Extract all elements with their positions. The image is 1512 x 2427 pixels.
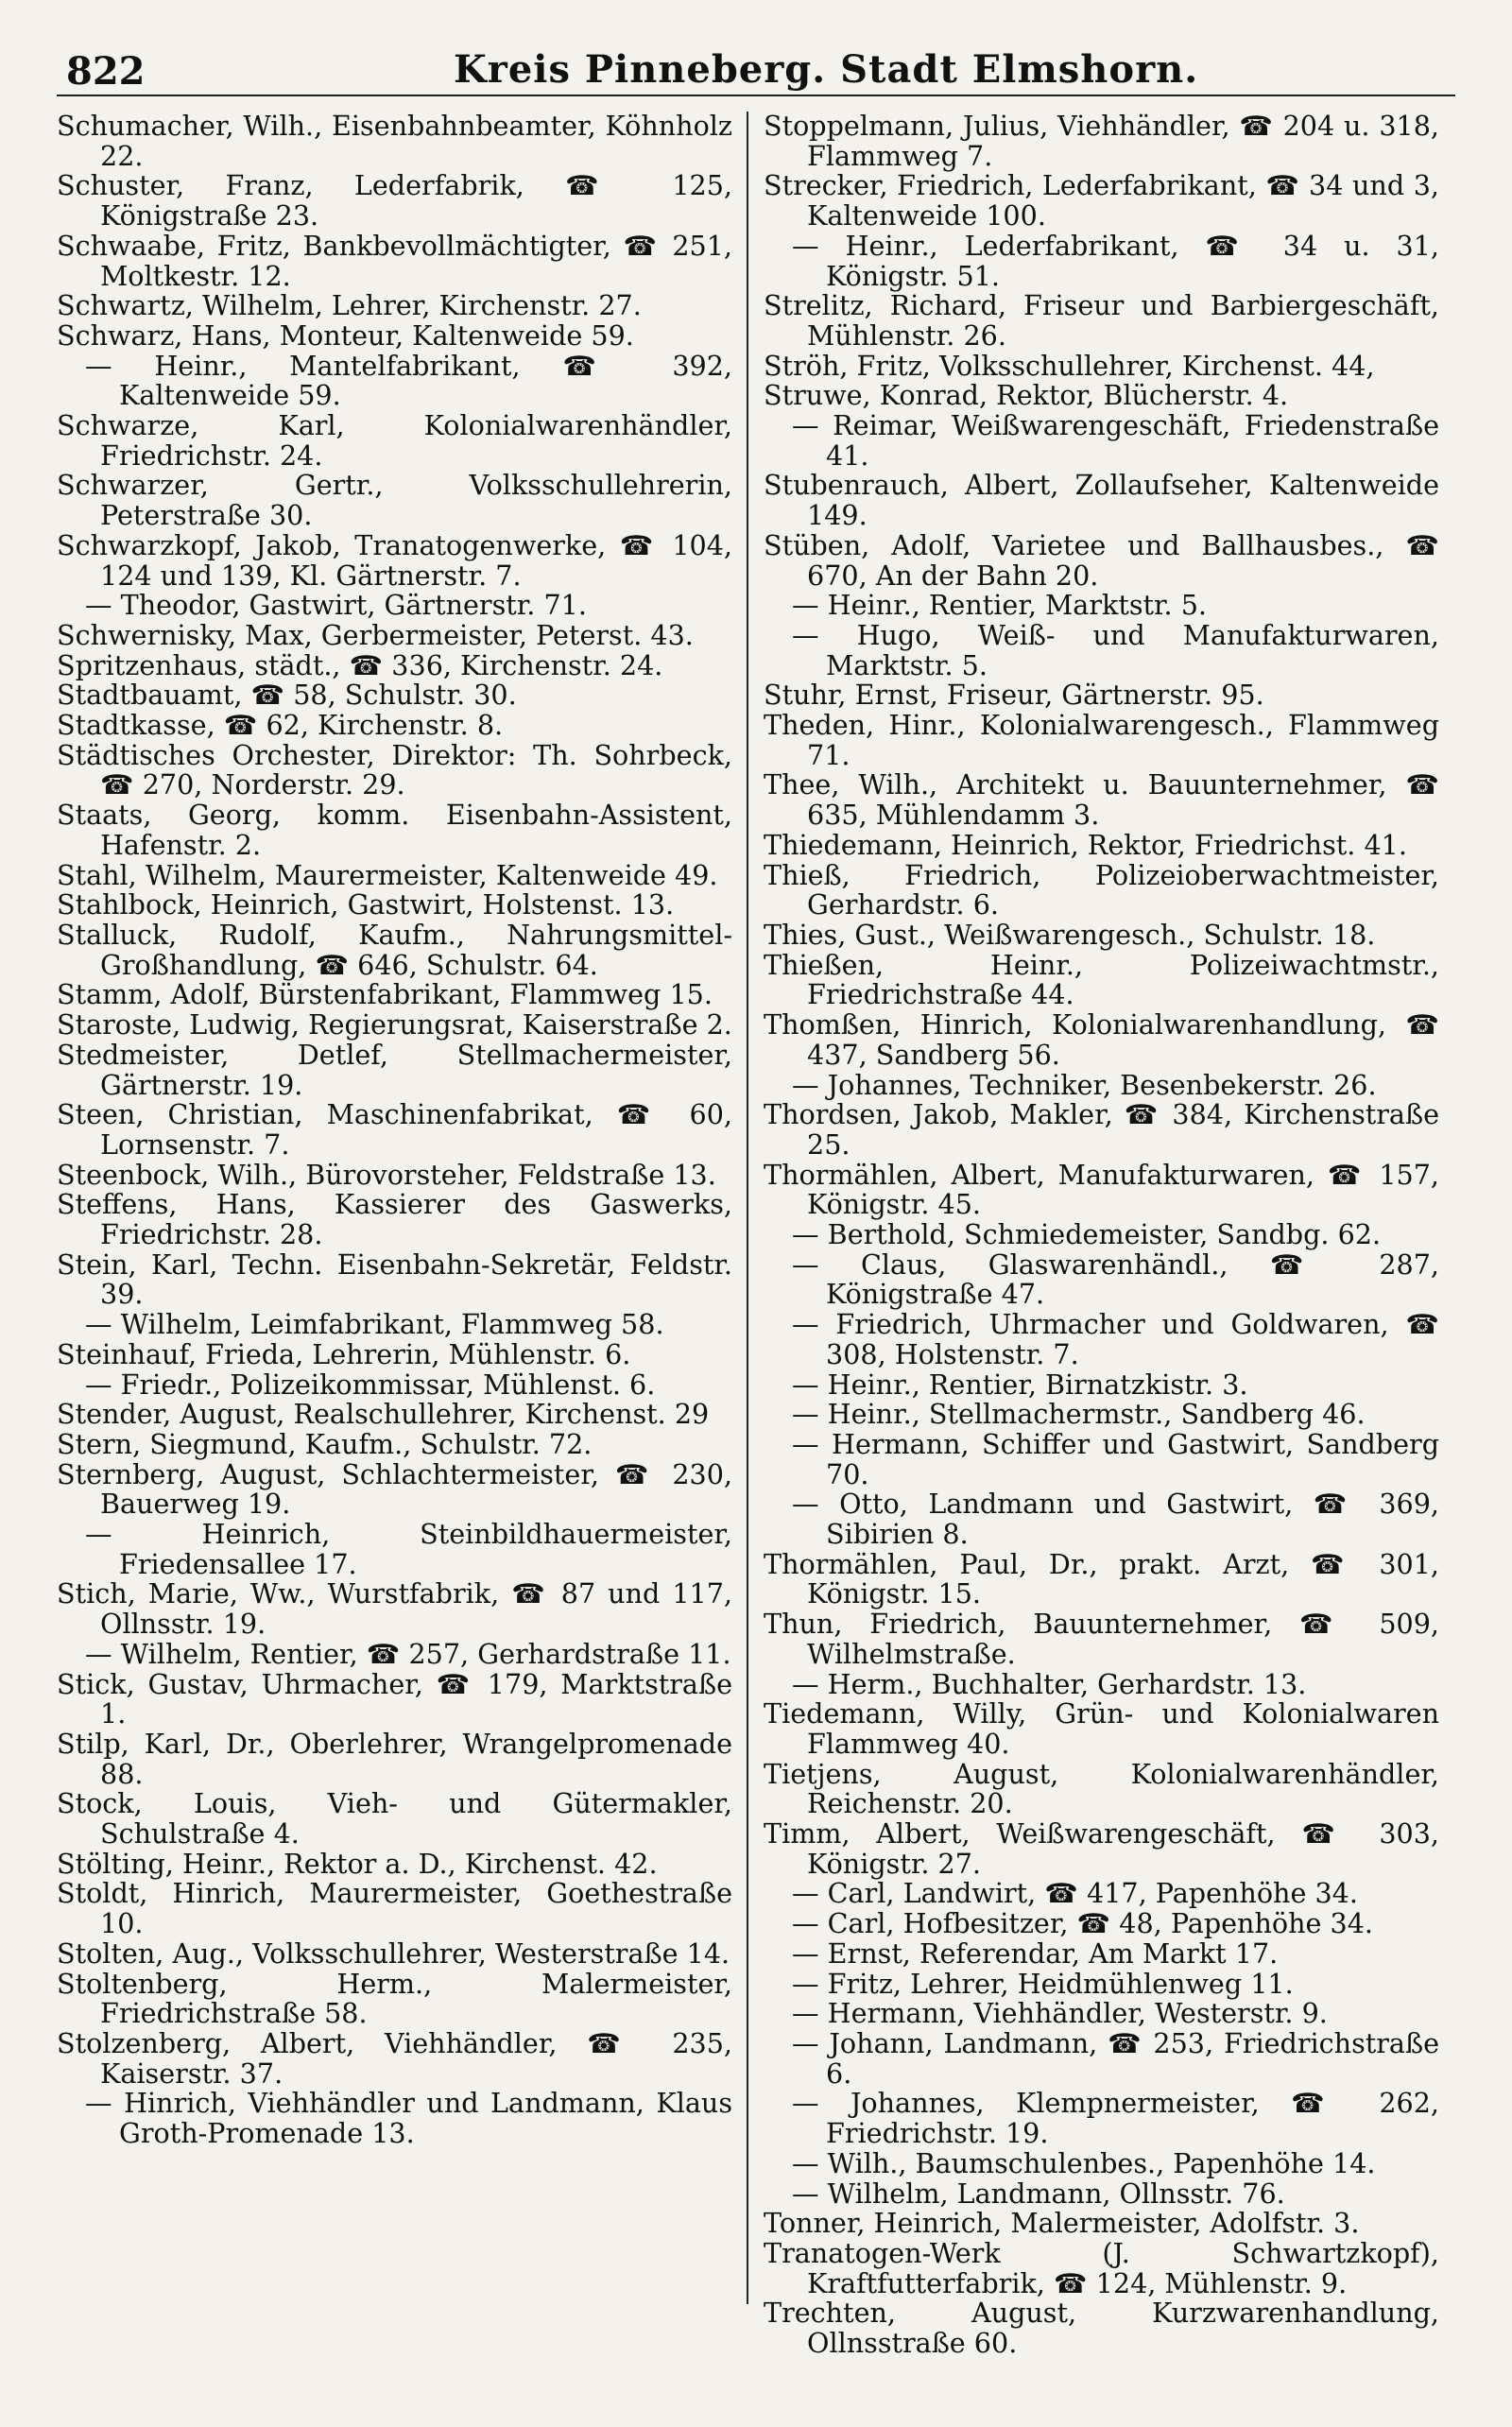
directory-entry: Stamm, Adolf, Bürstenfabrikant, Flammweg 15. bbox=[57, 978, 713, 1011]
directory-entry: Schwartz, Wilhelm, Lehrer, Kirchenstr. 27. bbox=[57, 289, 642, 322]
directory-entry: — Friedr., Polizeikommissar, Mühlenst. 6. bbox=[85, 1368, 656, 1401]
directory-entry: Stahl, Wilhelm, Maurermeister, Kaltenweide 49. bbox=[57, 858, 718, 891]
directory-entry: Thomßen, Hinrich, Kolonialwarenhandlung, ☎ 437, Sandberg 56. bbox=[764, 1008, 1439, 1071]
directory-entry: — Heinr., Rentier, Marktstr. 5. bbox=[792, 589, 1207, 622]
directory-entry: Thies, Gust., Weißwarengesch., Schulstr. 18. bbox=[764, 918, 1376, 951]
directory-entry: Tonner, Heinrich, Malermeister, Adolfstr. 3. bbox=[764, 2207, 1360, 2240]
directory-entry: — Heinr., Rentier, Birnatzkistr. 3. bbox=[792, 1368, 1248, 1401]
directory-entry: Tranatogen-Werk (J. Schwartzkopf), Kraftfutterfabrik, ☎ 124, Mühlenstr. 9. bbox=[764, 2236, 1439, 2299]
directory-entry: Sternberg, August, Schlachtermeister, ☎ 230, Bauerweg 19. bbox=[57, 1457, 732, 1521]
directory-entry: Strecker, Friedrich, Lederfabrikant, ☎ 34 und 3, Kaltenweide 100. bbox=[764, 169, 1439, 232]
directory-entry: Steenbock, Wilh., Bürovorsteher, Feldstraße 13. bbox=[57, 1158, 716, 1191]
directory-entry: Stein, Karl, Techn. Eisenbahn-Sekretär, Feldstr. 39. bbox=[57, 1248, 732, 1311]
page-header bbox=[57, 38, 1455, 96]
directory-entry: Thormählen, Paul, Dr., prakt. Arzt, ☎ 301, Königstr. 15. bbox=[764, 1547, 1439, 1610]
directory-entry: Stoppelmann, Julius, Viehhändler, ☎ 204 u. 318, Flammweg 7. bbox=[764, 110, 1439, 172]
directory-entry: — Ernst, Referendar, Am Markt 17. bbox=[792, 1936, 1279, 1970]
directory-entry: — Johannes, Techniker, Besenbekerstr. 26. bbox=[792, 1068, 1377, 1101]
directory-entry: — Theodor, Gastwirt, Gärtnerstr. 71. bbox=[85, 589, 587, 622]
directory-entry: Städtisches Orchester, Direktor: Th. Sohrbeck, ☎ 270, Norderstr. 29. bbox=[57, 738, 732, 801]
directory-entry: Spritzenhaus, städt., ☎ 336, Kirchenstr. 24. bbox=[57, 648, 663, 681]
directory-entry: Staroste, Ludwig, Regierungsrat, Kaiserstraße 2. bbox=[57, 1008, 732, 1041]
left-column bbox=[57, 112, 732, 2149]
directory-entry: Stilp, Karl, Dr., Oberlehrer, Wrangelpromenade 88. bbox=[57, 1727, 732, 1790]
directory-entry: — Herm., Buchhalter, Gerhardstr. 13. bbox=[792, 1667, 1307, 1700]
directory-entry: Stuhr, Ernst, Friseur, Gärtnerstr. 95. bbox=[764, 679, 1264, 712]
directory-entry: — Heinr., Stellmachermstr., Sandberg 46. bbox=[792, 1398, 1366, 1431]
directory-entry: Steinhauf, Frieda, Lehrerin, Mühlenstr. 6. bbox=[57, 1337, 631, 1370]
directory-entry: — Heinr., Mantelfabrikant, ☎ 392, Kaltenweide 59. bbox=[85, 349, 732, 412]
directory-entry: Schwaabe, Fritz, Bankbevollmächtigter, ☎ 251, Moltkestr. 12. bbox=[57, 229, 732, 292]
directory-entry: Stubenrauch, Albert, Zollaufseher, Kaltenweide 149. bbox=[764, 469, 1439, 532]
directory-entry: Timm, Albert, Weißwarengeschäft, ☎ 303, Königstr. 27. bbox=[764, 1817, 1439, 1880]
directory-entry: Trechten, August, Kurzwarenhandlung, Ollnsstraße 60. bbox=[764, 2297, 1439, 2360]
directory-entry: — Wilhelm, Landmann, Ollnsstr. 76. bbox=[792, 2177, 1285, 2210]
directory-entry: Thießen, Heinr., Polizeiwachtmstr., Friedrichstraße 44. bbox=[764, 948, 1439, 1011]
directory-entry: Schwarz, Hans, Monteur, Kaltenweide 59. bbox=[57, 318, 634, 352]
directory-entry: — Otto, Landmann und Gastwirt, ☎ 369, Sibirien 8. bbox=[792, 1488, 1439, 1551]
directory-entry: Steffens, Hans, Kassierer des Gaswerks, Friedrichstr. 28. bbox=[57, 1188, 732, 1251]
column-divider bbox=[747, 112, 748, 2304]
directory-entry: Stolzenberg, Albert, Viehhändler, ☎ 235, Kaiserstr. 37. bbox=[57, 2027, 732, 2090]
directory-entry: Stedmeister, Detlef, Stellmachermeister, Gärtnerstr. 19. bbox=[57, 1038, 732, 1101]
directory-entry: — Johann, Landmann, ☎ 253, Friedrichstraße 6. bbox=[792, 2027, 1439, 2090]
directory-entry: Schumacher, Wilh., Eisenbahnbeamter, Köhnholz 22. bbox=[57, 110, 732, 172]
directory-entry: Stölting, Heinr., Rektor a. D., Kirchenst. 42. bbox=[57, 1847, 658, 1880]
directory-entry: — Wilhelm, Leimfabrikant, Flammweg 58. bbox=[85, 1308, 664, 1341]
directory-entry: Stern, Siegmund, Kaufm., Schulstr. 72. bbox=[57, 1427, 593, 1460]
directory-entry: Thordsen, Jakob, Makler, ☎ 384, Kirchenstraße 25. bbox=[764, 1098, 1439, 1161]
directory-entry: Stoltenberg, Herm., Malermeister, Friedrichstraße 58. bbox=[57, 1967, 732, 2030]
directory-entry: Stadtkasse, ☎ 62, Kirchenstr. 8. bbox=[57, 709, 504, 742]
directory-entry: Tiedemann, Willy, Grün- und Kolonialwaren Flammweg 40. bbox=[764, 1697, 1439, 1760]
directory-entry: — Hermann, Viehhändler, Westerstr. 9. bbox=[792, 1997, 1328, 2030]
directory-entry: Stoldt, Hinrich, Maurermeister, Goethestraße 10. bbox=[57, 1877, 732, 1940]
directory-entry: Staats, Georg, komm. Eisenbahn-Assistent, Hafenstr. 2. bbox=[57, 799, 732, 861]
directory-entry: — Claus, Glaswarenhändl., ☎ 287, Königstraße 47. bbox=[792, 1248, 1439, 1311]
directory-entry: Stüben, Adolf, Varietee und Ballhausbes., ☎ 670, An der Bahn 20. bbox=[764, 528, 1439, 592]
directory-entry: Theden, Hinr., Kolonialwarengesch., Flammweg 71. bbox=[764, 709, 1439, 771]
running-head: Kreis Pinneberg. Stadt Elmshorn. bbox=[454, 47, 1199, 92]
directory-entry: Stock, Louis, Vieh- und Gütermakler, Schulstraße 4. bbox=[57, 1787, 732, 1850]
directory-entry: — Wilh., Baumschulenbes., Papenhöhe 14. bbox=[792, 2146, 1376, 2179]
directory-entry: Ströh, Fritz, Volksschullehrer, Kirchenst. 44, bbox=[764, 349, 1375, 382]
directory-entry: — Hugo, Weiß- und Manufakturwaren, Marktstr. 5. bbox=[792, 618, 1439, 681]
directory-entry: Thieß, Friedrich, Polizeioberwachtmeister, Gerhardstr. 6. bbox=[764, 858, 1439, 921]
directory-entry: — Hinrich, Viehhändler und Landmann, Klaus Groth-Promenade 13. bbox=[85, 2087, 732, 2150]
directory-entry: Stadtbauamt, ☎ 58, Schulstr. 30. bbox=[57, 679, 517, 712]
directory-entry: — Wilhelm, Rentier, ☎ 257, Gerhardstraße 11. bbox=[85, 1637, 731, 1670]
directory-entry: — Berthold, Schmiedemeister, Sandbg. 62. bbox=[792, 1218, 1382, 1251]
right-column bbox=[764, 112, 1439, 2359]
directory-entry: Stalluck, Rudolf, Kaufm., Nahrungsmittel-Großhandlung, ☎ 646, Schulstr. 64. bbox=[57, 918, 732, 981]
directory-entry: — Hermann, Schiffer und Gastwirt, Sandberg 70. bbox=[792, 1427, 1439, 1490]
directory-entry: Schuster, Franz, Lederfabrik, ☎ 125, Königstraße 23. bbox=[57, 169, 732, 232]
directory-entry: Schwarzkopf, Jakob, Tranatogenwerke, ☎ 104, 124 und 139, Kl. Gärtnerstr. 7. bbox=[57, 528, 732, 592]
directory-entry: — Carl, Landwirt, ☎ 417, Papenhöhe 34. bbox=[792, 1877, 1358, 1910]
directory-entry: — Carl, Hofbesitzer, ☎ 48, Papenhöhe 34. bbox=[792, 1907, 1374, 1940]
directory-entry: — Johannes, Klempnermeister, ☎ 262, Friedrichstr. 19. bbox=[792, 2087, 1439, 2150]
directory-entry: — Reimar, Weißwarengeschäft, Friedenstraße 41. bbox=[792, 409, 1439, 472]
directory-entry: Thormählen, Albert, Manufakturwaren, ☎ 157, Königstr. 45. bbox=[764, 1158, 1439, 1221]
directory-entry: Strelitz, Richard, Friseur und Barbiergeschäft, Mühlenstr. 26. bbox=[764, 289, 1439, 352]
directory-entry: Schwernisky, Max, Gerbermeister, Peterst. 43. bbox=[57, 618, 694, 651]
directory-entry: Schwarze, Karl, Kolonialwarenhändler, Friedrichstr. 24. bbox=[57, 409, 732, 472]
directory-entry: Schwarzer, Gertr., Volksschullehrerin, Peterstraße 30. bbox=[57, 469, 732, 532]
directory-entry: — Heinrich, Steinbildhauermeister, Friedensallee 17. bbox=[85, 1518, 732, 1580]
directory-entry: Tietjens, August, Kolonialwarenhändler, Reichenstr. 20. bbox=[764, 1757, 1439, 1820]
directory-entry: Stahlbock, Heinrich, Gastwirt, Holstenst. 13. bbox=[57, 888, 675, 921]
directory-entry: — Fritz, Lehrer, Heidmühlenweg 11. bbox=[792, 1967, 1294, 2000]
directory-entry: — Friedrich, Uhrmacher und Goldwaren, ☎ 308, Holstenstr. 7. bbox=[792, 1308, 1439, 1370]
directory-entry: — Heinr., Lederfabrikant, ☎ 34 u. 31, Königstr. 51. bbox=[792, 229, 1439, 292]
directory-entry: Thee, Wilh., Architekt u. Bauunternehmer, ☎ 635, Mühlendamm 3. bbox=[764, 768, 1439, 832]
directory-entry: Stich, Marie, Ww., Wurstfabrik, ☎ 87 und 117, Ollnsstr. 19. bbox=[57, 1577, 732, 1641]
page-number: 822 bbox=[66, 49, 146, 94]
directory-entry: Steen, Christian, Maschinenfabrikat, ☎ 60, Lornsenstr. 7. bbox=[57, 1098, 732, 1161]
directory-entry: Struwe, Konrad, Rektor, Blücherstr. 4. bbox=[764, 379, 1289, 412]
directory-entry: Stender, August, Realschullehrer, Kirchenst. 29 bbox=[57, 1398, 710, 1431]
directory-entry: Stolten, Aug., Volksschullehrer, Westerstraße 14. bbox=[57, 1936, 730, 1970]
directory-entry: Thun, Friedrich, Bauunternehmer, ☎ 509, Wilhelmstraße. bbox=[764, 1608, 1439, 1670]
directory-entry: Thiedemann, Heinrich, Rektor, Friedrichst. 41. bbox=[764, 828, 1407, 861]
directory-entry: Stick, Gustav, Uhrmacher, ☎ 179, Marktstraße 1. bbox=[57, 1667, 732, 1730]
